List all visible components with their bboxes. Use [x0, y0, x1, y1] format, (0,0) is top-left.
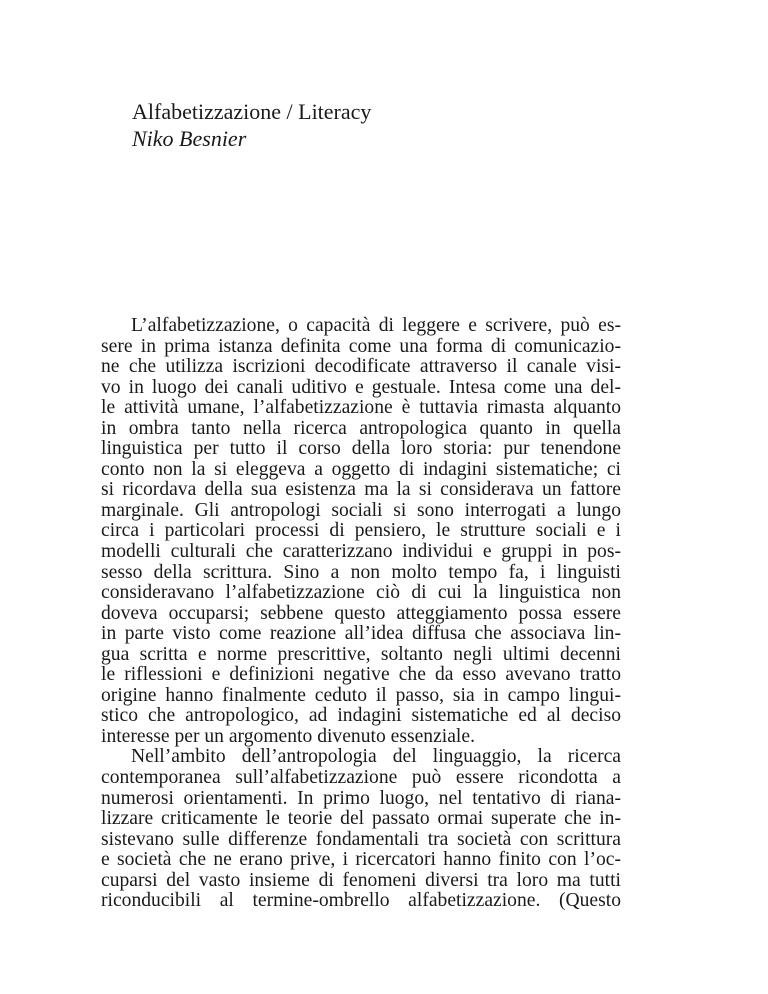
text-line: doveva occuparsi; sebbene questo atteggiamento possa essere [101, 602, 621, 624]
text-line: gua scritta e norme prescrittive, soltanto negli ultimi decenni [101, 643, 621, 665]
text-line: conto non la si eleggeva a oggetto di indagini sistematiche; ci [101, 458, 621, 480]
text-line: marginale. Gli antropologi sociali si sono interrogati a lungo [101, 499, 621, 521]
text-line: in ombra tanto nella ricerca antropologica quanto in quella [101, 417, 621, 439]
text-line: sistevano sulle differenze fondamentali tra società con scrittura [101, 828, 621, 850]
text-line: lizzare criticamente le teorie del passato ormai superate che in- [101, 808, 621, 830]
text-line: ne che utilizza iscrizioni decodificate attraverso il canale visi- [101, 356, 621, 378]
text-line: sere in prima istanza definita come una forma di comunicazio- [101, 335, 621, 357]
text-line: cuparsi del vasto insieme di fenomeni diversi tra loro ma tutti [101, 869, 621, 891]
article-body [101, 316, 621, 912]
text-line: consideravano l’alfabetizzazione ciò di cui la linguistica non [101, 582, 621, 604]
text-line: numerosi orientamenti. In primo luogo, nel tentativo di riana- [101, 787, 621, 809]
paragraph-1 [101, 316, 621, 747]
paragraph-2 [101, 747, 621, 911]
text-line: contemporanea sull’alfabetizzazione può essere ricondotta a [101, 767, 621, 789]
text-line: modelli culturali che caratterizzano individui e gruppi in pos- [101, 541, 621, 563]
text-line: interesse per un argomento divenuto essenziale. [101, 725, 475, 747]
text-line: le attività umane, l’alfabetizzazione è tuttavia rimasta alquanto [101, 397, 621, 419]
text-line: in parte visto come reazione all’idea diffusa che associava lin- [101, 623, 621, 645]
text-line: origine hanno finalmente ceduto il passo, sia in campo lingui- [101, 684, 621, 706]
text-line: sesso della scrittura. Sino a non molto tempo fa, i linguisti [101, 561, 621, 583]
text-line: vo in luogo dei canali uditivo e gestuale. Intesa come una del- [101, 376, 621, 398]
text-line: si ricordava della sua esistenza ma la si considerava un fattore [101, 479, 621, 501]
text-line: e società che ne erano prive, i ricercatori hanno finito con l’oc- [101, 849, 621, 871]
text-line: linguistica per tutto il corso della loro storia: pur tenendone [101, 438, 621, 460]
text-line: L’alfabetizzazione, o capacità di leggere e scrivere, può es- [131, 315, 621, 336]
text-line: riconducibili al termine-ombrello alfabetizzazione. (Questo [101, 890, 621, 912]
text-line: stico che antropologico, ad indagini sistematiche ed al deciso [101, 705, 621, 727]
article-title: Alfabetizzazione / Literacy [132, 99, 372, 124]
article-header [132, 98, 652, 152]
article-author: Niko Besnier [132, 126, 247, 151]
text-line: Nell’ambito dell’antropologia del linguaggio, la ricerca [131, 746, 621, 768]
text-line: circa i particolari processi di pensiero, le strutture sociali e i [101, 520, 621, 542]
text-line: le riflessioni e definizioni negative che da esso avevano tratto [101, 664, 621, 686]
